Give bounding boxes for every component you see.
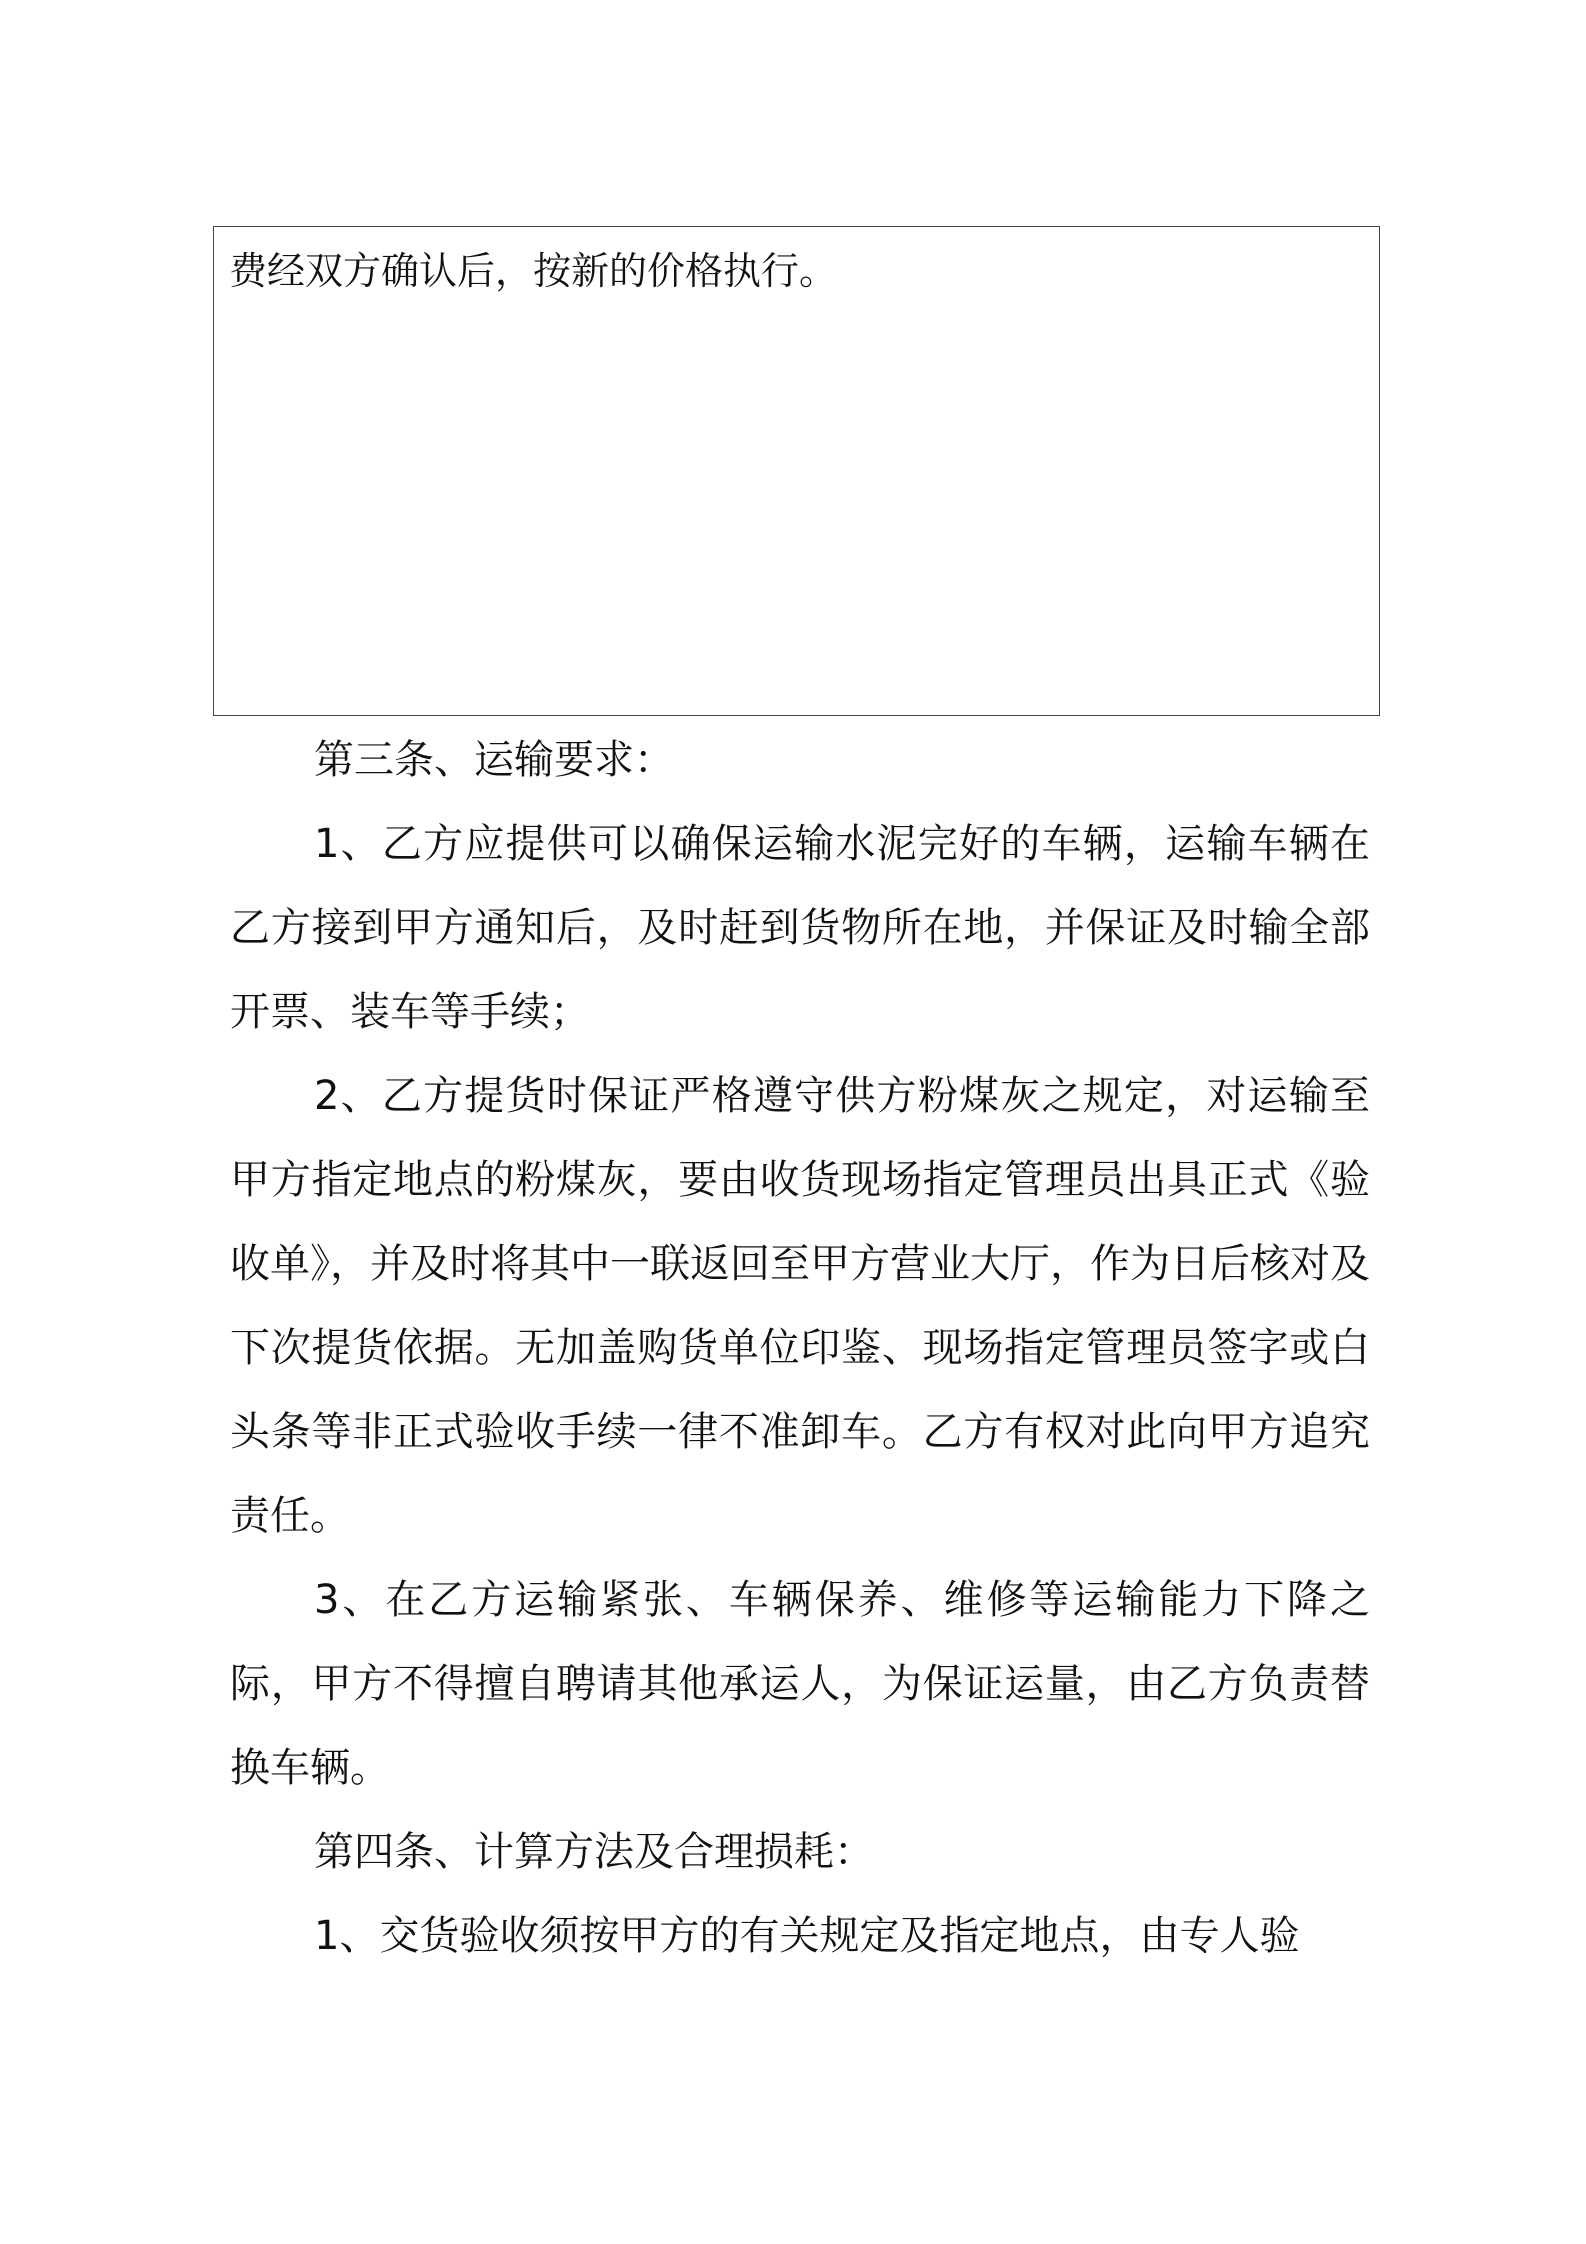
article-3-item-2: 2、乙方提货时保证严格遵守供方粉煤灰之规定，对运输至甲方指定地点的粉煤灰，要由收货现场指定管理员出具正式《验收单》，并及时将其中一联返回至甲方营业大厅，作为日后核对及下次提货依据。无加盖购货单位印鉴、现场指定管理员签字或白头条等非正式验收手续一律不准卸车。乙方有权对此向甲方追究责任。 bbox=[230, 1073, 1370, 1539]
article-3-heading: 第三条、运输要求： bbox=[314, 737, 674, 783]
article-4-item-1: 1、交货验收须按甲方的有关规定及指定地点，由专人验 bbox=[314, 1913, 1300, 1959]
table-cell-box bbox=[213, 226, 1380, 716]
contract-body bbox=[230, 718, 1370, 1978]
article-4-heading: 第四条、计算方法及合理损耗： bbox=[314, 1829, 874, 1875]
boxed-cell-text: 费经双方确认后，按新的价格执行。 bbox=[229, 249, 838, 293]
article-3-item-3: 3、在乙方运输紧张、车辆保养、维修等运输能力下降之际，甲方不得擅自聘请其他承运人，为保证运量，由乙方负责替换车辆。 bbox=[230, 1577, 1370, 1791]
article-3-item-1: 1、乙方应提供可以确保运输水泥完好的车辆，运输车辆在乙方接到甲方通知后，及时赶到货物所在地，并保证及时输全部开票、装车等手续； bbox=[230, 821, 1370, 1035]
